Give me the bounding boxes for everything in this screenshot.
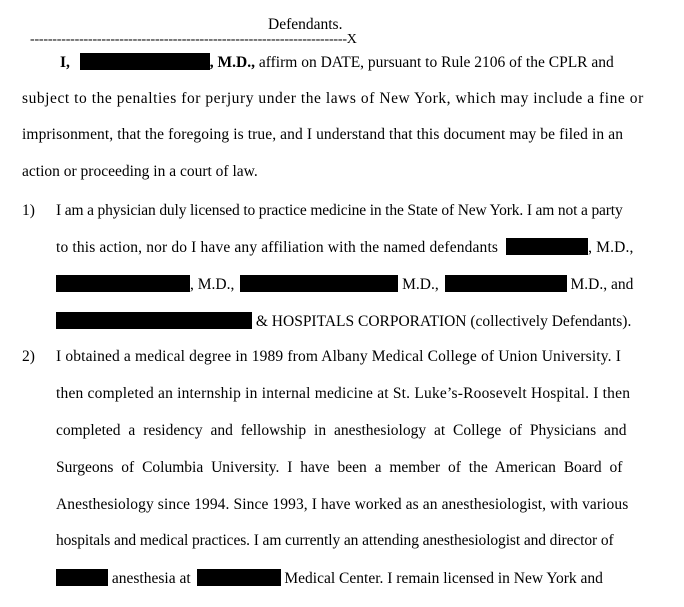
- para-1-line-2: [56, 238, 634, 257]
- para-2-line-3: [56, 422, 646, 440]
- affirmant-pronoun: I,: [60, 54, 70, 71]
- para-1-line-3: [56, 275, 633, 294]
- affirmation-line-2-text: subject to the penalties for perjury under the laws of New York, which may include a fine or: [22, 90, 644, 107]
- para-2-line-5-text: Anesthesiology since 1994. Since 1993, I have worked as an anesthesiologist, with various: [56, 496, 629, 513]
- para-2-line-7-text-b: Medical Center. I remain licensed in New York and: [284, 570, 603, 587]
- redacted-corporation-name: [56, 312, 252, 329]
- redacted-defendant-2: [56, 275, 190, 292]
- para-1-number: 1): [22, 202, 35, 219]
- defendant-4-credential: M.D., and: [570, 276, 634, 293]
- redacted-defendant-3: [240, 275, 398, 292]
- caption-divider: -----------------------------------------------------------------------X: [30, 32, 357, 47]
- para-1-line-1: I am a physician duly licensed to practice medicine in the State of New York. I am not a party: [56, 202, 623, 219]
- affirmant-credential: , M.D.,: [209, 54, 255, 71]
- affirmation-line-2: [22, 90, 646, 108]
- affirmation-line-4: action or proceeding in a court of law.: [22, 163, 258, 180]
- redacted-affirmant-name: [80, 53, 210, 70]
- para-2-line-1-text: I obtained a medical degree in 1989 from Albany Medical College of Union University. I: [56, 348, 622, 365]
- defendant-3-credential: M.D.,: [402, 276, 439, 293]
- para-2-number: 2): [22, 348, 35, 365]
- para-2-line-4: [56, 459, 646, 477]
- affirmation-line-3: [22, 126, 646, 144]
- para-2-line-5: [56, 496, 646, 514]
- para-2-line-7: [56, 569, 603, 588]
- para-2-line-2-text: then completed an internship in internal medicine at St. Luke’s-Roosevelt Hospital. I then: [56, 385, 631, 402]
- affirmation-line-1-text: affirm on DATE, pursuant to Rule 2106 of the CPLR and: [258, 54, 614, 71]
- redacted-defendant-4: [445, 275, 567, 292]
- redacted-defendant-1: [506, 238, 588, 255]
- redacted-department: [56, 569, 108, 586]
- para-2-line-4-text: Surgeons of Columbia University. I have been a member of the American Board of: [56, 459, 623, 476]
- defendants-label: Defendants.: [268, 16, 343, 33]
- para-2-line-2: [56, 385, 646, 403]
- affirmation-line-1: [60, 53, 614, 72]
- para-2-line-7-text-a: anesthesia at: [111, 570, 191, 587]
- affirmation-line-3-text: imprisonment, that the foregoing is true, and I understand that this document may be filed in an: [22, 126, 624, 143]
- redacted-medical-center: [197, 569, 281, 586]
- para-2-line-6: hospitals and medical practices. I am currently an attending anesthesiologist and director of: [56, 532, 614, 549]
- para-2-line-1: [56, 348, 646, 366]
- corporation-text: & HOSPITALS CORPORATION (collectively Defendants).: [255, 313, 632, 330]
- para-1-line-2-text: to this action, nor do I have any affiliation with the named defendants: [56, 239, 499, 256]
- defendant-1-credential: , M.D.,: [588, 239, 634, 256]
- defendant-2-credential: , M.D.,: [190, 276, 235, 293]
- para-2-line-3-text: completed a residency and fellowship in anesthesiology at College of Physicians and: [56, 422, 627, 439]
- para-1-line-4: [56, 312, 631, 331]
